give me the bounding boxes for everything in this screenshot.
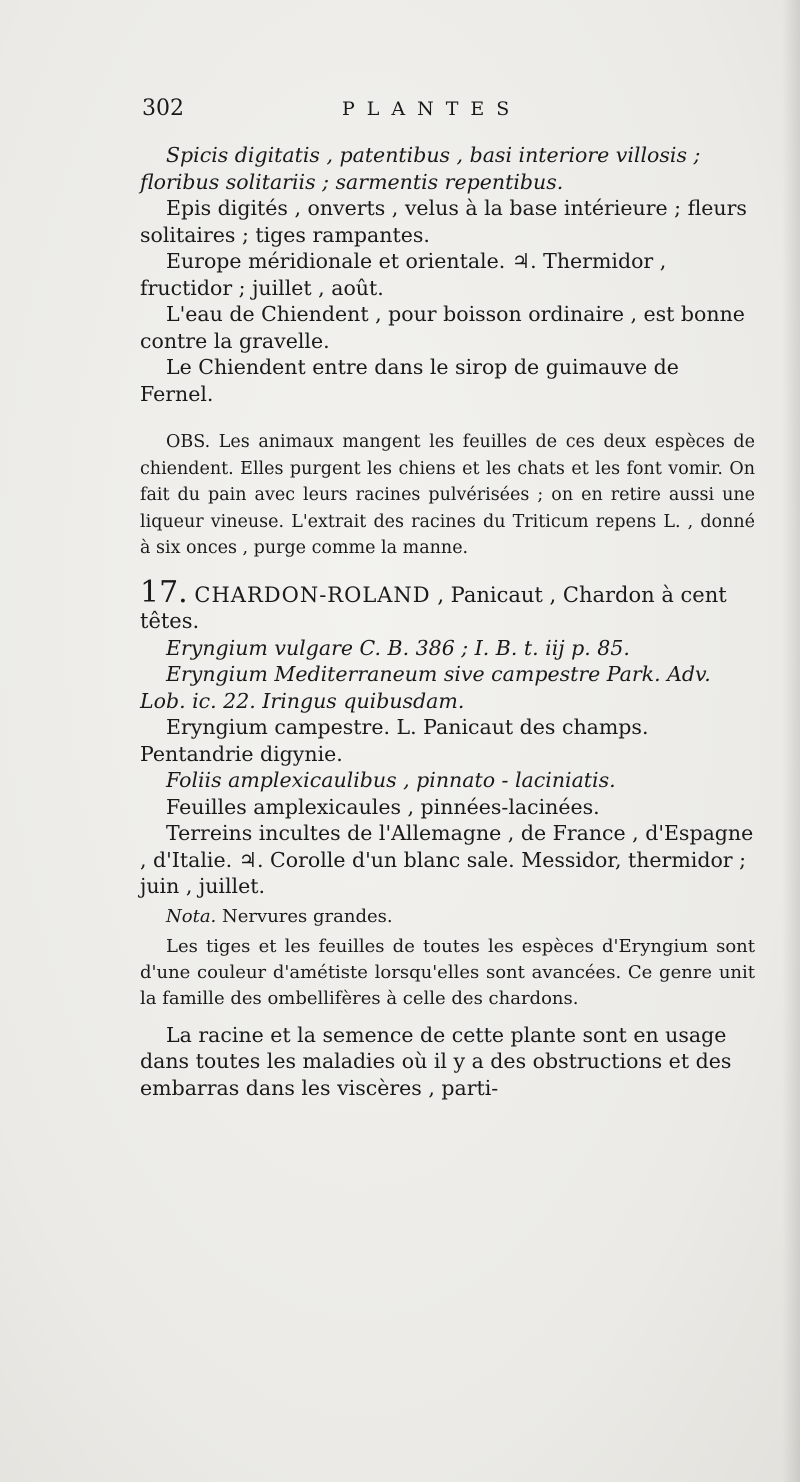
page-body	[140, 142, 755, 1101]
running-title: PLANTES	[342, 98, 522, 120]
entry-number: 17.	[140, 574, 188, 610]
french-diagnosis-1: Epis digités , onverts , velus à la base intérieure ; fleurs solitaires ; tiges rampantes.	[140, 196, 747, 247]
entry-common-names: , Panicaut , Chardon à cent têtes.	[140, 582, 727, 633]
french-diagnosis-2: Feuilles amplexicaules , pinnées-lacinées.	[166, 794, 600, 819]
latin-diagnosis-1: Spicis digitatis , patentibus , basi interiore villosis ; floribus solitariis ; sarmentis repentibus.	[140, 143, 701, 194]
synonym-2: Eryngium Mediterraneum sive campestre Park. Adv. Lob. ic. 22. Iringus quibusdam.	[140, 662, 711, 713]
use-paragraph-1: L'eau de Chiendent , pour boisson ordinaire , est bonne contre la gravelle.	[140, 302, 745, 353]
page-number: 302	[142, 96, 184, 121]
nota-line	[140, 904, 755, 930]
nota-label: Nota.	[166, 905, 217, 927]
entry-title: CHARDON-ROLAND	[194, 582, 431, 607]
nota-text: Nervures grandes.	[222, 905, 393, 927]
use-paragraph-2: Le Chiendent entre dans le sirop de guimauve de Fernel.	[140, 355, 679, 406]
entry-heading	[140, 574, 755, 635]
synonym-1: Eryngium vulgare C. B. 386 ; I. B. t. iij p. 85.	[166, 635, 630, 660]
habitat-2: Terreins incultes de l'Allemagne , de France , d'Espagne , d'Italie. ♃. Corolle d'un blanc sale. Messidor, thermidor ; juin , juillet.	[140, 821, 754, 898]
habitat-1: Europe méridionale et orientale. ♃. Thermidor , fructidor ; juillet , août.	[140, 249, 667, 300]
nota-paragraph: Les tiges et les feuilles de toutes les espèces d'Eryngium sont d'une couleur d'amétiste lorsqu'elles sont avancées. Ce genre unit la famille des ombellifères à celle des chardons.	[140, 935, 755, 1009]
page-header	[142, 96, 762, 130]
observation-paragraph: OBS. Les animaux mangent les feuilles de ces deux espèces de chiendent. Elles purgent les chiens et les chats et les font vomir. On fait du pain avec leurs racines pulvérisées ; on en retire aussi une liqueur vineuse. L'extrait des racines du Triticum repens L. , donné à six onces , purge comme la manne.	[140, 432, 755, 558]
latin-diagnosis-2: Foliis amplexicaulibus , pinnato - laciniatis.	[166, 768, 616, 792]
use-paragraph-3: La racine et la semence de cette plante sont en usage dans toutes les maladies où il y a des obstructions et des embarras dans les viscères , parti-	[140, 1022, 732, 1100]
synonym-3: Eryngium campestre. L. Panicaut des champs. Pentandrie digynie.	[140, 715, 649, 766]
page-edge-shadow	[782, 0, 800, 1482]
